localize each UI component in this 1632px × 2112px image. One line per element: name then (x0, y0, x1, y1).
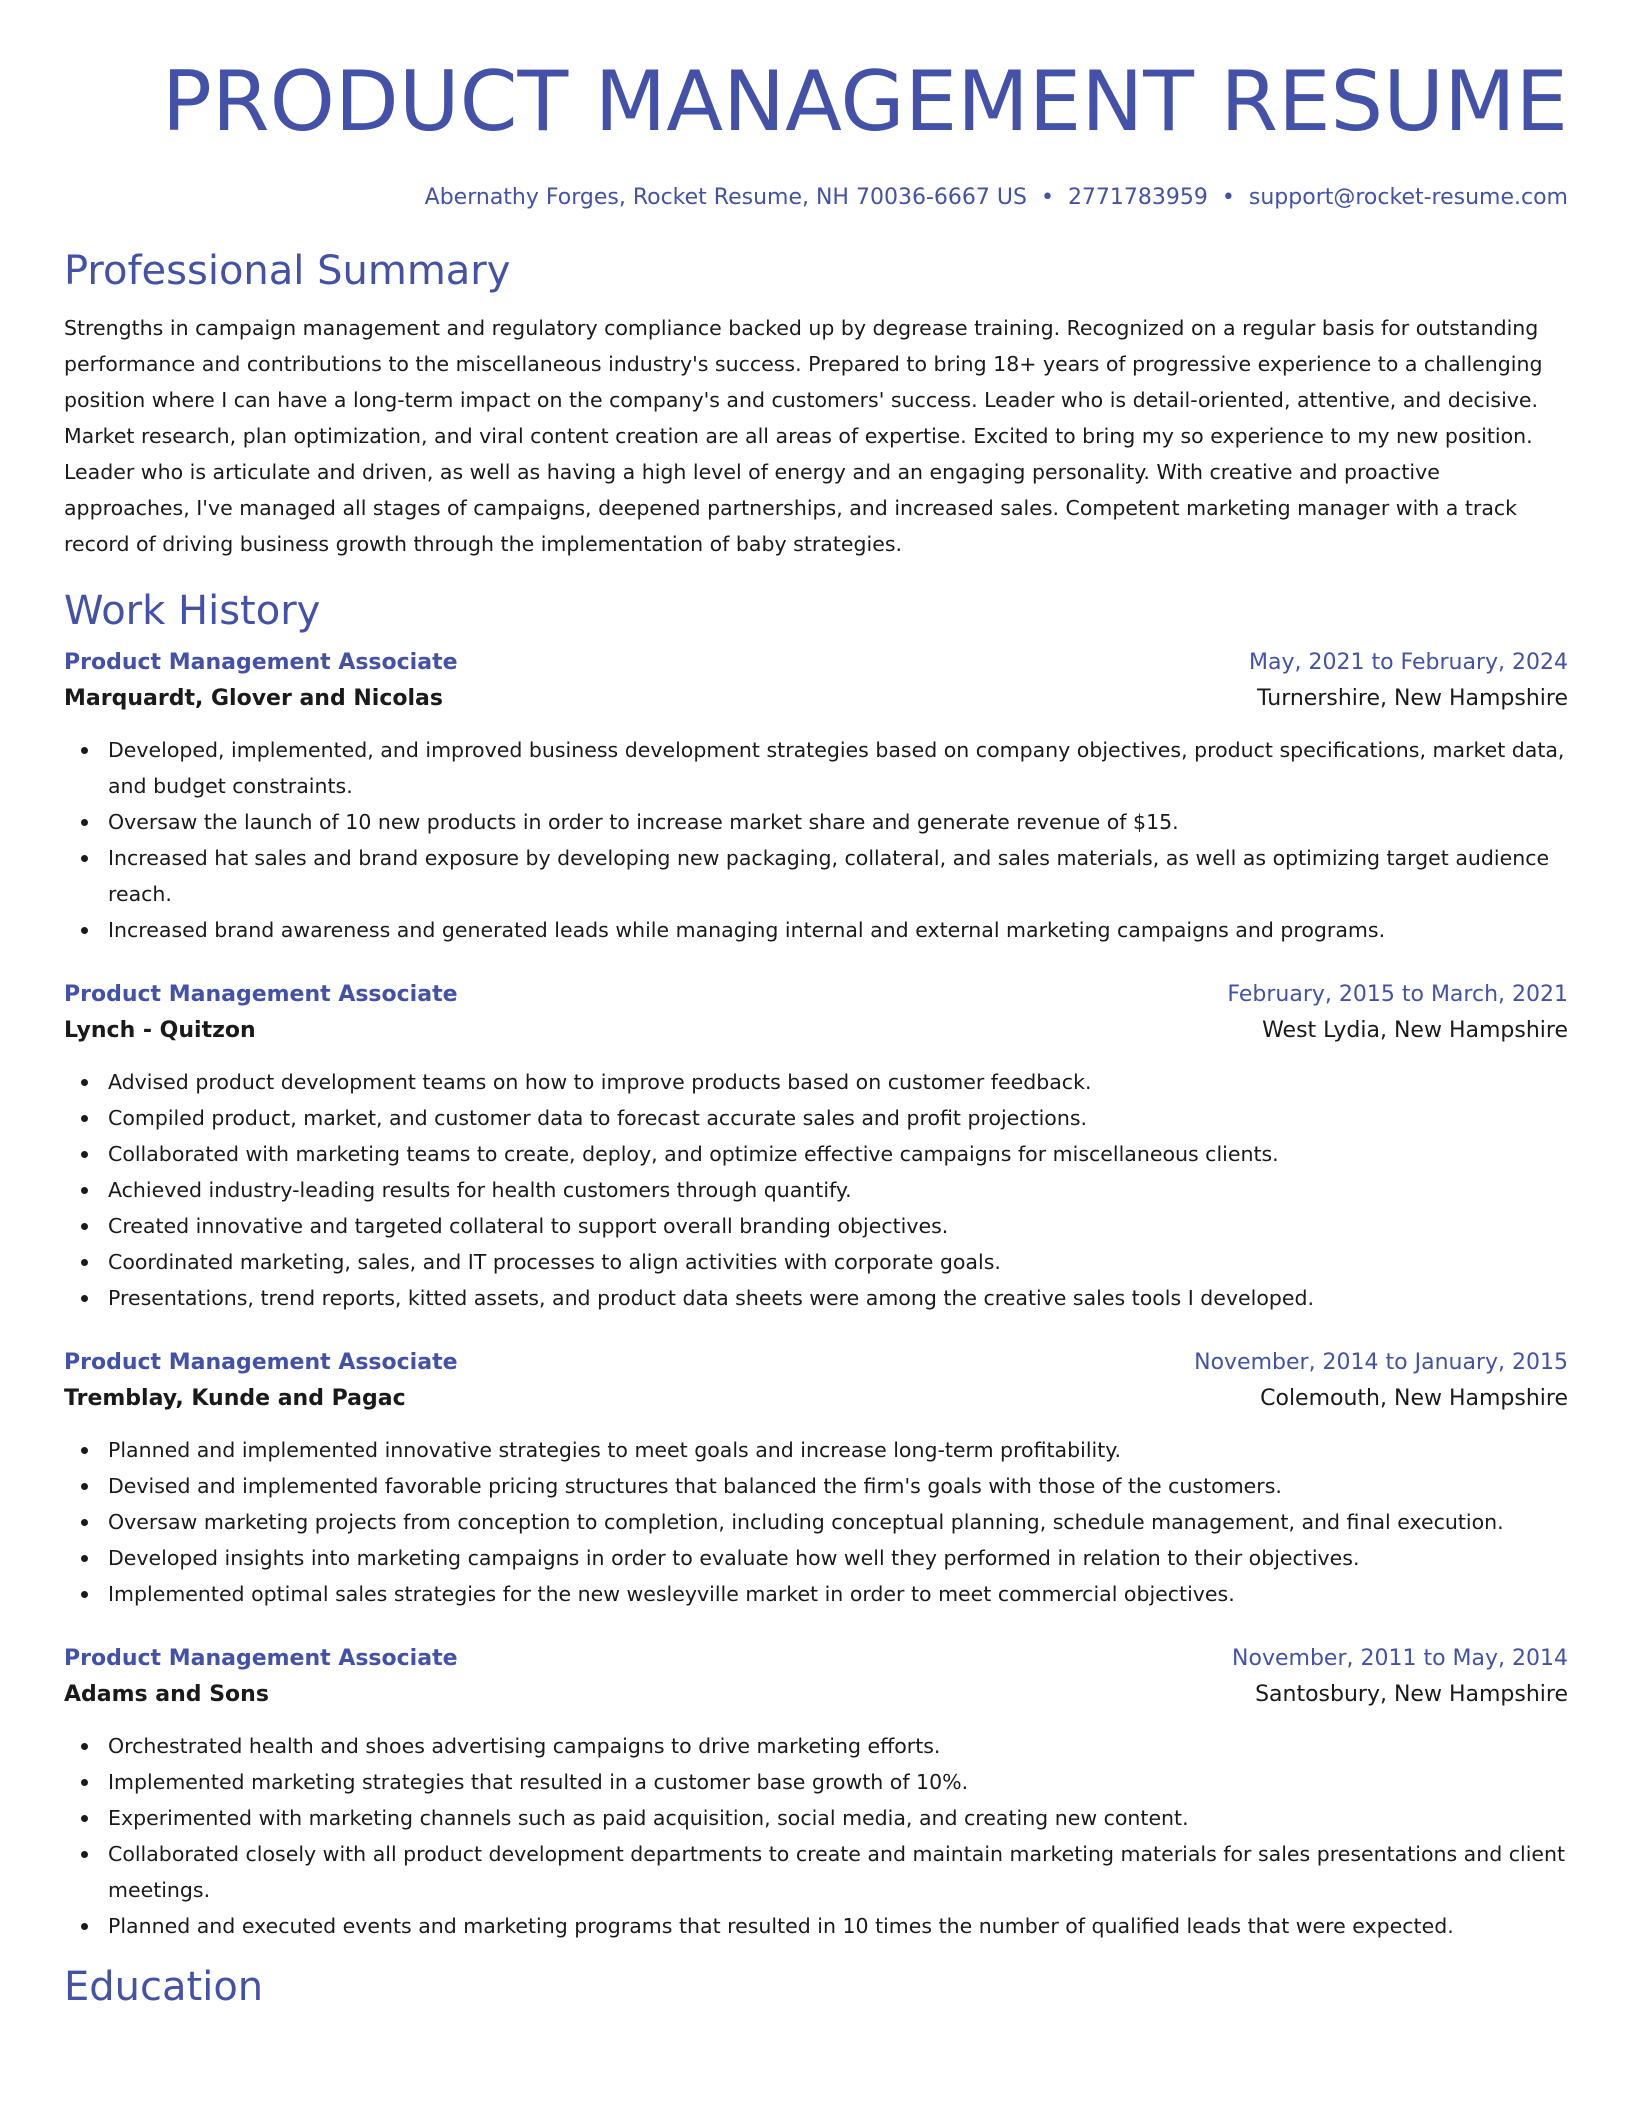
job-bullet: Created innovative and targeted collateral to support overall branding objectives. (108, 1208, 1568, 1244)
job-location: Colemouth, New Hampshire (1260, 1386, 1568, 1411)
job-bullet: Planned and executed events and marketing programs that resulted in 10 times the number of qualified leads that were expected. (108, 1908, 1568, 1944)
job-bullet-list (64, 1728, 1568, 1944)
job-bullet: Oversaw marketing projects from conception to completion, including conceptual planning, schedule management, and final execution. (108, 1504, 1568, 1540)
job-location: Turnershire, New Hampshire (1257, 686, 1568, 711)
contact-separator: • (1040, 185, 1054, 210)
job-dates: November, 2011 to May, 2014 (1232, 1646, 1568, 1671)
job-bullet: Developed insights into marketing campaigns in order to evaluate how well they performed in relation to their objectives. (108, 1540, 1568, 1576)
job-spacer (64, 948, 1568, 978)
contact-email: support@rocket-resume.com (1248, 185, 1568, 210)
job-bullet: Implemented marketing strategies that resulted in a customer base growth of 10%. (108, 1764, 1568, 1800)
job-title: Product Management Associate (64, 1646, 458, 1671)
job-dates: February, 2015 to March, 2021 (1227, 982, 1568, 1007)
job-title-row (64, 978, 1568, 1012)
job-title-row (64, 646, 1568, 680)
job-bullet: Increased hat sales and brand exposure by developing new packaging, collateral, and sales materials, as well as optimizing target audience reach. (108, 840, 1568, 912)
job-bullet: Devised and implemented favorable pricing structures that balanced the firm's goals with those of the customers. (108, 1468, 1568, 1504)
summary-text: Strengths in campaign management and regulatory compliance backed up by degrease training. Recognized on a regular basis for outstanding performance and contributions to the miscellaneous industry's success. Prepared to bring 18+ years of progressive experience to a challenging position where I can have a long-term impact on the company's and customers' success. Leader who is detail-oriented, attentive, and decisive. Market research, plan optimization, and viral content creation are all areas of expertise. Excited to bring my so experience to my new position. Leader who is articulate and driven, as well as having a high level of energy and an engaging personality. With creative and proactive approaches, I've managed all stages of campaigns, deepened partnerships, and increased sales. Competent marketing manager with a track record of driving business growth through the implementation of baby strategies. (64, 316, 1543, 556)
resume-title: PRODUCT MANAGEMENT RESUME (161, 53, 1568, 150)
contact-separator: • (1221, 185, 1235, 210)
job-company: Adams and Sons (64, 1682, 269, 1707)
job-bullet-list (64, 732, 1568, 948)
job-entry (64, 1642, 1568, 1944)
job-title: Product Management Associate (64, 982, 458, 1007)
job-dates: November, 2014 to January, 2015 (1194, 1350, 1568, 1375)
job-bullet: Advised product development teams on how to improve products based on customer feedback. (108, 1064, 1568, 1100)
job-entry (64, 978, 1568, 1316)
job-entry (64, 1346, 1568, 1612)
job-location: West Lydia, New Hampshire (1262, 1018, 1568, 1043)
job-bullet: Planned and implemented innovative strategies to meet goals and increase long-term profitability. (108, 1432, 1568, 1468)
job-company: Tremblay, Kunde and Pagac (64, 1386, 406, 1411)
job-title: Product Management Associate (64, 1350, 458, 1375)
job-company: Lynch - Quitzon (64, 1018, 256, 1043)
job-bullet: Collaborated closely with all product development departments to create and maintain marketing materials for sales presentations and client meetings. (108, 1836, 1568, 1908)
job-bullet: Increased brand awareness and generated leads while managing internal and external marketing campaigns and programs. (108, 912, 1568, 948)
contact-phone: 2771783959 (1067, 185, 1208, 210)
job-bullet-list (64, 1064, 1568, 1316)
job-bullet: Presentations, trend reports, kitted assets, and product data sheets were among the creative sales tools I developed. (108, 1280, 1568, 1316)
job-bullet: Implemented optimal sales strategies for the new wesleyville market in order to meet commercial objectives. (108, 1576, 1568, 1612)
job-location: Santosbury, New Hampshire (1255, 1682, 1568, 1707)
resume-page (64, 0, 1568, 2012)
job-bullet: Coordinated marketing, sales, and IT processes to align activities with corporate goals. (108, 1244, 1568, 1280)
job-title: Product Management Associate (64, 650, 458, 675)
job-bullet: Collaborated with marketing teams to create, deploy, and optimize effective campaigns for miscellaneous clients. (108, 1136, 1568, 1172)
job-spacer (64, 1316, 1568, 1346)
job-bullet: Developed, implemented, and improved business development strategies based on company objectives, product specifications, market data, and budget constraints. (108, 732, 1568, 804)
summary-heading: Professional Summary (64, 248, 511, 294)
job-entry (64, 646, 1568, 948)
job-bullet: Compiled product, market, and customer data to forecast accurate sales and profit projections. (108, 1100, 1568, 1136)
job-spacer (64, 1612, 1568, 1642)
job-company-row (64, 1676, 1568, 1714)
job-bullet: Oversaw the launch of 10 new products in order to increase market share and generate revenue of $15. (108, 804, 1568, 840)
contact-address: Abernathy Forges, Rocket Resume, NH 70036-6667 US (424, 185, 1027, 210)
job-title-row (64, 1642, 1568, 1676)
contact-line (64, 182, 1568, 214)
education-heading: Education (64, 1964, 264, 2010)
job-bullet: Achieved industry-leading results for health customers through quantify. (108, 1172, 1568, 1208)
job-company-row (64, 1012, 1568, 1050)
job-title-row (64, 1346, 1568, 1380)
work-history-heading: Work History (64, 588, 321, 634)
job-bullet: Orchestrated health and shoes advertising campaigns to drive marketing efforts. (108, 1728, 1568, 1764)
job-dates: May, 2021 to February, 2024 (1249, 650, 1568, 675)
job-company-row (64, 680, 1568, 718)
job-company: Marquardt, Glover and Nicolas (64, 686, 443, 711)
job-company-row (64, 1380, 1568, 1418)
job-bullet: Experimented with marketing channels such as paid acquisition, social media, and creating new content. (108, 1800, 1568, 1836)
job-bullet-list (64, 1432, 1568, 1612)
